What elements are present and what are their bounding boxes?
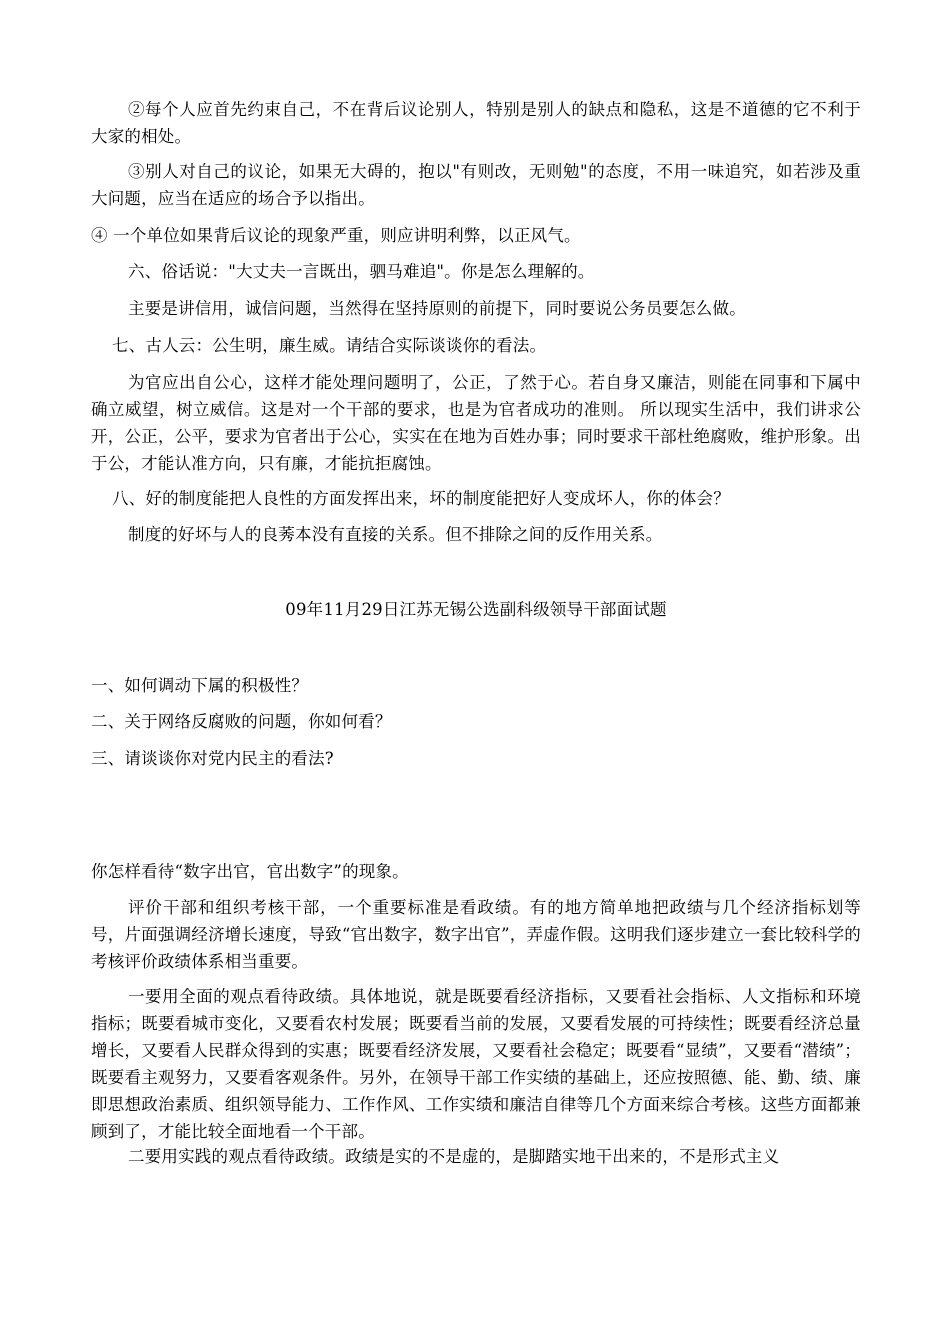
interview-question-2: 二、关于网络反腐败的问题，你如何看？ bbox=[91, 712, 392, 731]
paragraph-handle-comments: ③别人对自己的议论，如果无大碍的，抱以"有则改，无则勉"的态度，不用一味追究，如若涉及重大问题，应当在适应的场合予以指出。 bbox=[91, 162, 861, 208]
question-seven: 七、古人云：公生明，廉生威。请结合实际谈谈你的看法。 bbox=[112, 336, 547, 355]
question-eight: 八、好的制度能把人良性的方面发挥出来，坏的制度能把好人变成坏人，你的体会？ bbox=[112, 489, 730, 508]
interview-question-1: 一、如何调动下属的积极性？ bbox=[91, 676, 309, 695]
question-six: 六、俗话说："大丈夫一言既出，驷马难追"。你是怎么理解的。 bbox=[128, 262, 595, 281]
answer-eight: 制度的好坏与人的良莠本没有直接的关系。但不排除之间的反作用关系。 bbox=[128, 525, 663, 544]
interview-question-3: 三、请谈谈你对党内民主的看法? bbox=[91, 749, 334, 768]
section-title: 09年11月29日江苏无锡公选副科级领导干部面试题 bbox=[285, 600, 667, 619]
question-numbers-official: 你怎样看待“数字出官，官出数字”的现象。 bbox=[91, 862, 409, 881]
paragraph-avoid-gossip: ②每个人应首先约束自己，不在背后议论别人，特别是别人的缺点和隐私，这是不道德的它不利于大家的相处。 bbox=[91, 100, 861, 146]
answer-seven: 为官应出自公心，这样才能处理问题明了，公正，了然于心。若自身又廉洁，则能在同事和下属中确立威望，树立威信。这是对一个干部的要求，也是为官者成功的准则。 所以现实生活中，我们讲求公开，公正，公平，要求为官者出于公心，实实在在地为百姓办事；同时要求干部杜绝腐败，维护形象。出于公，才能认准方向，只有廉，才能抗拒腐蚀。 bbox=[91, 373, 861, 473]
paragraph-unit-gossip: ④ 一个单位如果背后议论的现象严重，则应讲明利弊，以正风气。 bbox=[91, 226, 581, 245]
answer-comprehensive-view: 一要用全面的观点看待政绩。具体地说，就是既要看经济指标，又要看社会指标、人文指标和环境指标；既要看城市变化，又要看农村发展；既要看当前的发展，又要看发展的可持续性；既要看经济总量增长，又要看人民群众得到的实惠；既要看经济发展，又要看社会稳定；既要看“显绩”，又要看“潜绩”；既要看主观努力，又要看客观条件。另外，在领导干部工作实绩的基础上，还应按照德、能、勤、绩、廉即思想政治素质、组织领导能力、工作作风、工作实绩和廉洁自律等几个方面来综合考核。这些方面都兼顾到了，才能比较全面地看一个干部。 bbox=[91, 987, 861, 1141]
answer-evaluation-standard: 评价干部和组织考核干部，一个重要标准是看政绩。有的地方简单地把政绩与几个经济指标划等号，片面强调经济增长速度，导致“官出数字，数字出官”，弄虚作假。这明我们逐步建立一套比较科学的考核评价政绩体系相当重要。 bbox=[91, 898, 861, 971]
answer-practical-view: 二要用实践的观点看待政绩。政绩是实的不是虚的，是脚踏实地干出来的，不是形式主义 bbox=[128, 1147, 780, 1166]
answer-six: 主要是讲信用，诚信问题，当然得在坚持原则的前提下，同时要说公务员要怎么做。 bbox=[128, 299, 746, 318]
